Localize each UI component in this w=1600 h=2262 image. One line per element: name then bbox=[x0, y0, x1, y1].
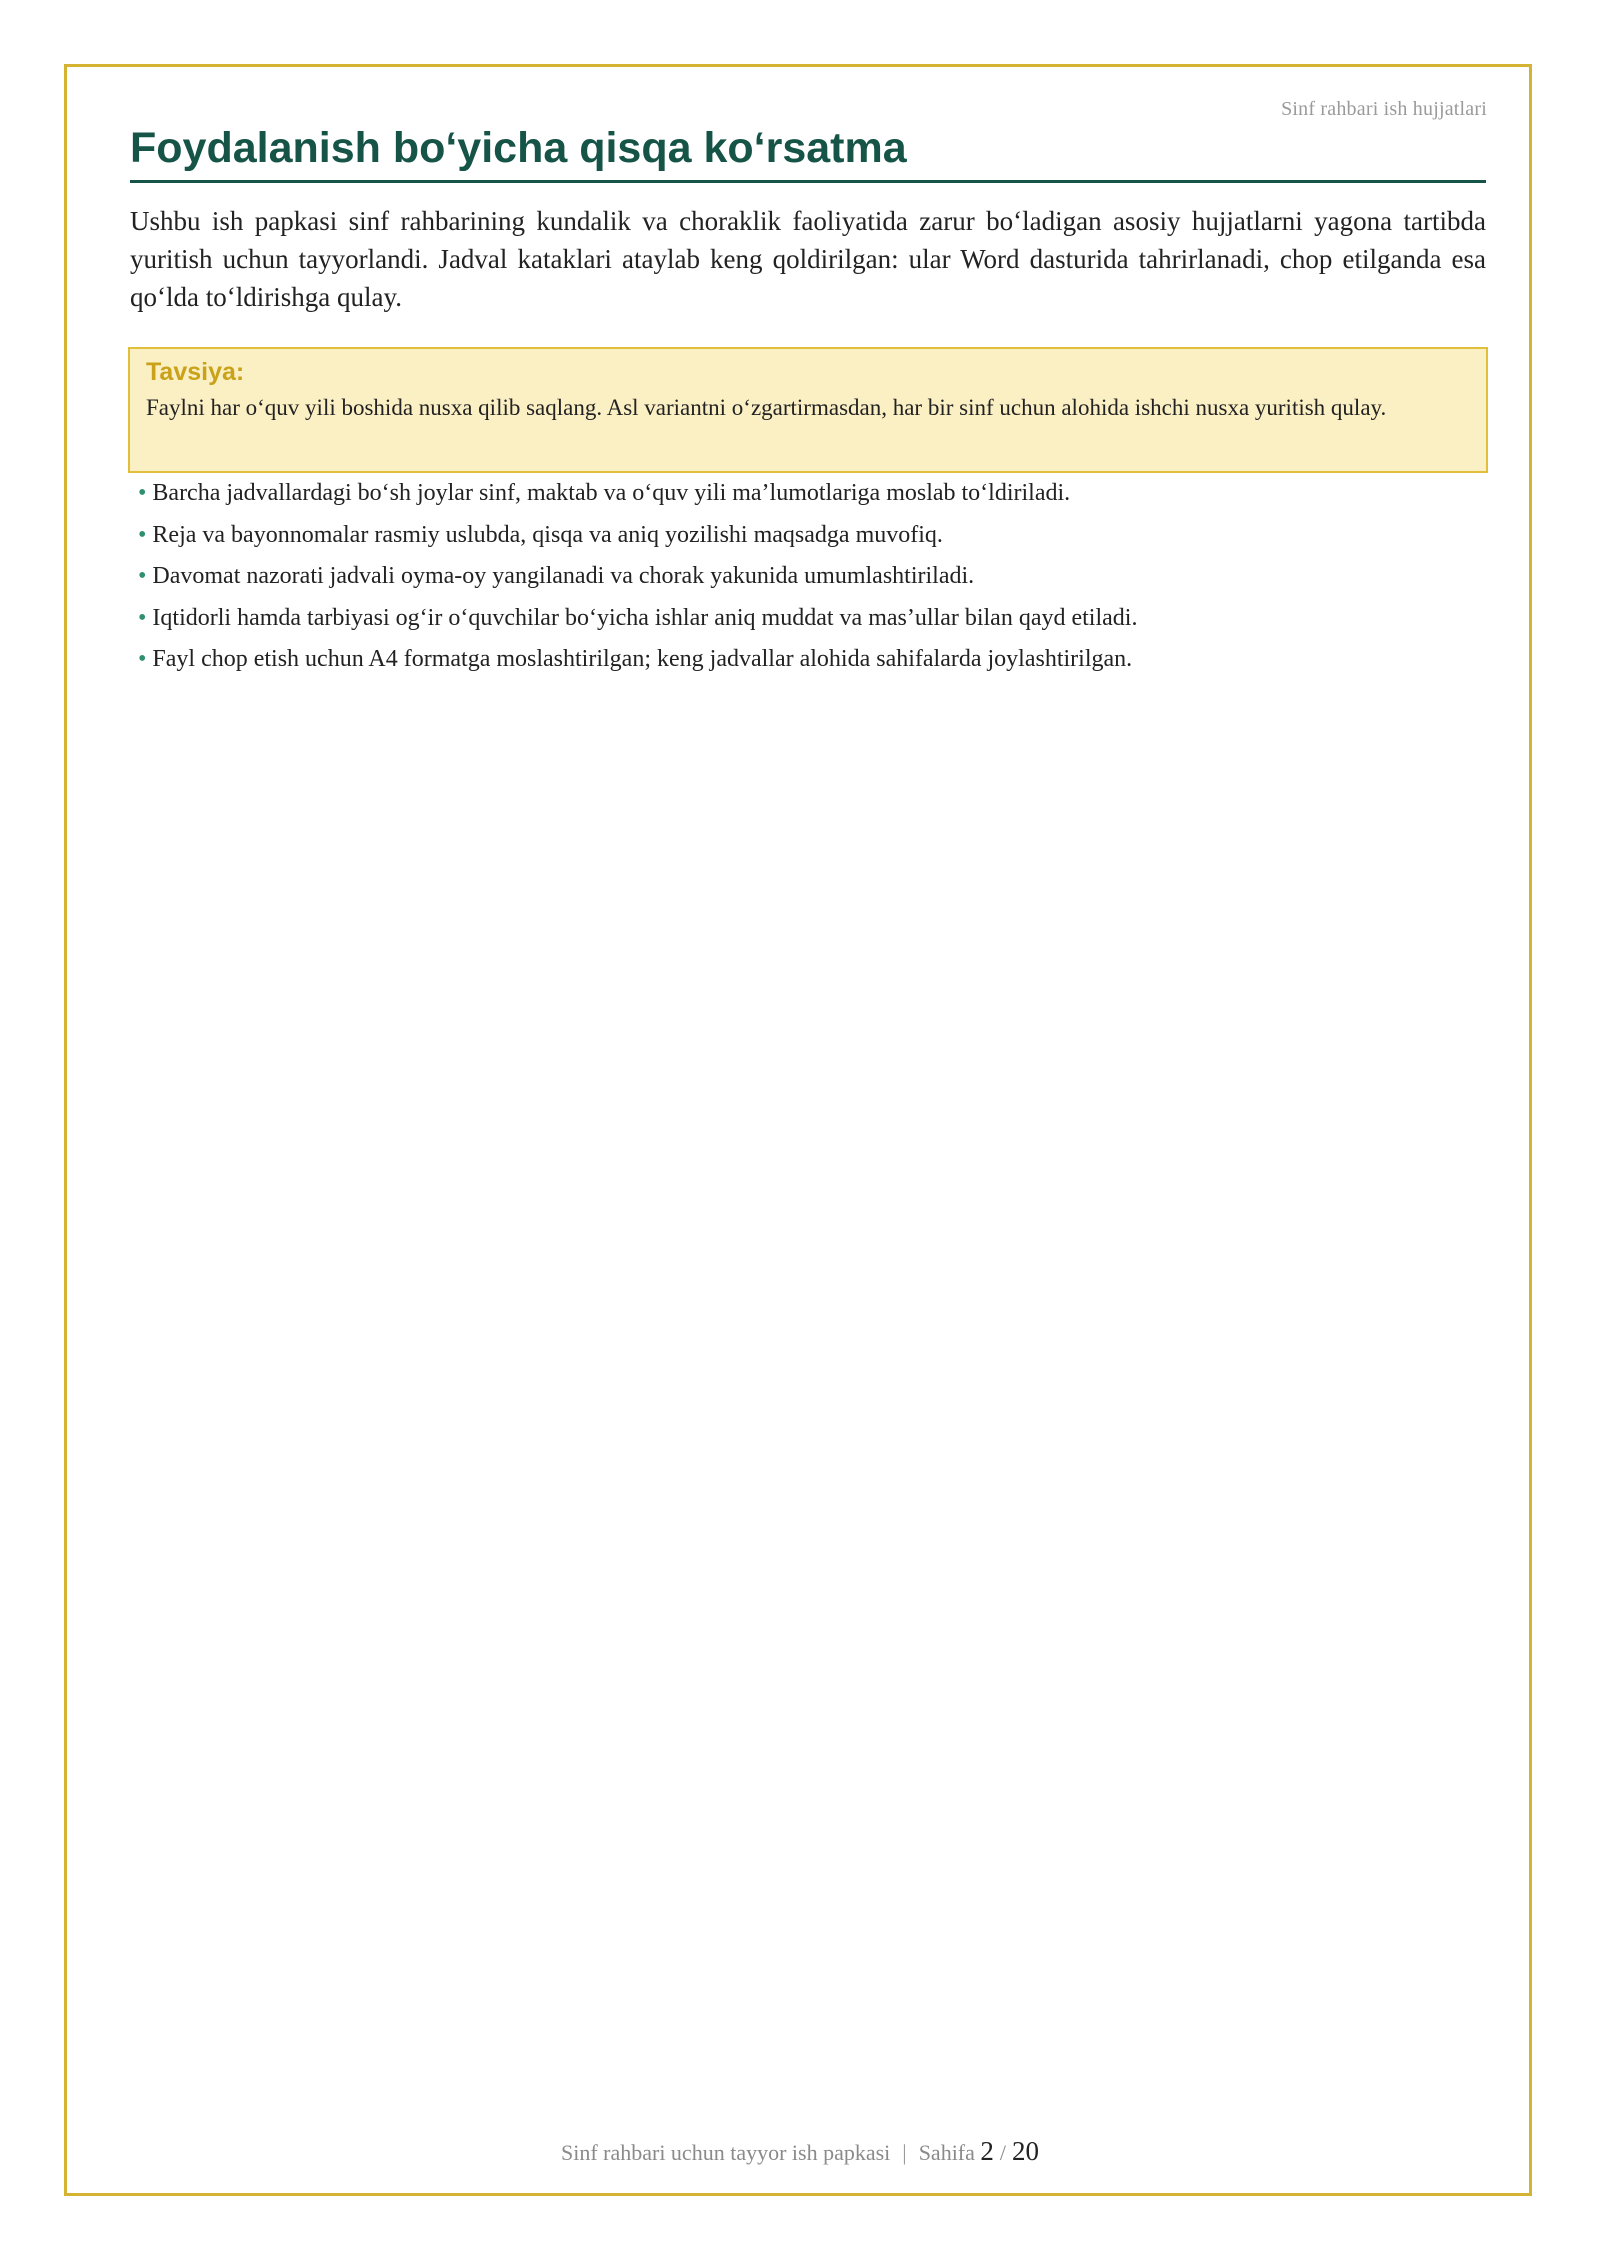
footer-page-number: 2 bbox=[980, 2136, 994, 2166]
list-item-text: Iqtidorli hamda tarbiyasi og‘ir o‘quvchilar bo‘yicha ishlar aniq muddat va mas’ullar bilan qayd etiladi. bbox=[152, 604, 1138, 631]
bullet-icon: • bbox=[138, 480, 147, 506]
list-item bbox=[138, 556, 1478, 598]
list-item-text: Reja va bayonnomalar rasmiy uslubda, qisqa va aniq yozilishi maqsadga muvofiq. bbox=[152, 521, 943, 548]
intro-paragraph: Ushbu ish papkasi sinf rahbarining kundalik va choraklik faoliyatida zarur bo‘ladigan asosiy hujjatlarni yagona tartibda yuritish uchun tayyorlandi. Jadval kataklari ataylab keng qoldirilgan: ular Word dasturida tahrirlanadi, chop etilganda esa qo‘lda to‘ldirishga qulay. bbox=[130, 206, 1486, 312]
tip-label: Tavsiya: bbox=[146, 358, 245, 386]
tip-box bbox=[128, 347, 1488, 473]
bullet-icon: • bbox=[138, 646, 147, 672]
list-item bbox=[138, 473, 1478, 515]
footer-page-label: Sahifa bbox=[918, 2140, 975, 2165]
footer-separator: | bbox=[902, 2140, 907, 2165]
bullet-icon: • bbox=[138, 604, 147, 631]
footer-page-total: 20 bbox=[1012, 2136, 1040, 2166]
footer-text: Sinf rahbari uchun tayyor ish papkasi bbox=[560, 2140, 891, 2165]
bullet-icon: • bbox=[138, 563, 147, 589]
list-item-text: Fayl chop etish uchun A4 formatga moslashtirilgan; keng jadvallar alohida sahifalarda joylashtirilgan. bbox=[152, 646, 1133, 672]
bullet-icon: • bbox=[138, 521, 147, 548]
list-item-text: Davomat nazorati jadvali oyma-oy yangilanadi va chorak yakunida umumlashtiriladi. bbox=[152, 563, 975, 589]
guidelines-list bbox=[138, 473, 1478, 681]
list-item bbox=[138, 598, 1478, 640]
footer-page-slash: / bbox=[999, 2140, 1007, 2165]
page-footer bbox=[0, 2136, 1600, 2167]
list-item bbox=[138, 639, 1478, 681]
list-item-text: Barcha jadvallardagi bo‘sh joylar sinf, maktab va o‘quv yili ma’lumotlariga moslab to‘ldiriladi. bbox=[152, 480, 1071, 506]
running-header: Sinf rahbari ish hujjatlari bbox=[1281, 98, 1487, 120]
tip-text: Faylni har o‘quv yili boshida nusxa qilib saqlang. Asl variantni o‘zgartirmasdan, har bir sinf uchun alohida ishchi nusxa yuritish qulay. bbox=[146, 395, 1387, 420]
page-title: Foydalanish bo‘yicha qisqa ko‘rsatma bbox=[130, 118, 1486, 183]
list-item bbox=[138, 515, 1478, 557]
